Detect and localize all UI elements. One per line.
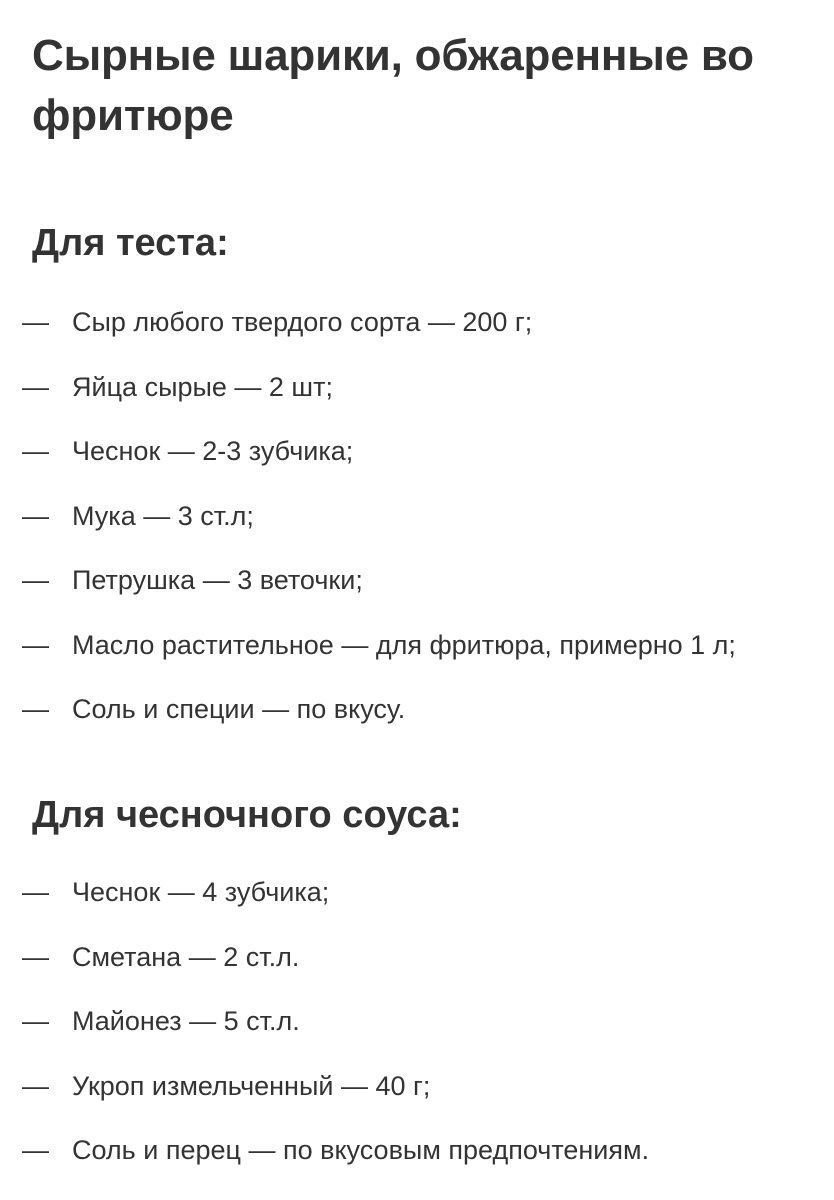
ingredient-text: Масло растительное — для фритюра, примерно 1 л;: [72, 629, 736, 660]
ingredient-text: Майонез — 5 ст.л.: [72, 1006, 300, 1036]
list-item: [0, 1128, 834, 1193]
section-heading-sauce: Для чесночного соуса:: [32, 794, 462, 836]
list-item: [0, 935, 834, 1000]
list-dash: —: [22, 629, 49, 660]
ingredient-text: Укроп измельченный — 40 г;: [72, 1070, 431, 1101]
list-item: [0, 300, 834, 365]
list-dash: —: [22, 371, 49, 402]
ingredient-text: Мука — 3 ст.л;: [72, 500, 254, 531]
list-dash: —: [22, 307, 49, 337]
ingredient-text: Чеснок — 2-3 зубчика;: [72, 436, 354, 466]
list-dash: —: [22, 877, 49, 907]
list-item: [0, 494, 834, 559]
list-dash: —: [22, 500, 49, 531]
ingredient-text: Соль и специи — по вкусу.: [72, 694, 406, 724]
ingredient-text: Сыр любого твердого сорта — 200 г;: [72, 307, 533, 337]
list-dash: —: [22, 1135, 49, 1165]
recipe-title: Сырные шарики, обжаренные во фритюре: [32, 31, 754, 140]
ingredient-text: Сметана — 2 ст.л.: [72, 941, 300, 972]
list-dash: —: [22, 694, 49, 724]
ingredient-text: Петрушка — 3 веточки;: [72, 565, 363, 595]
list-item: [0, 1064, 834, 1129]
list-dash: —: [22, 1006, 49, 1036]
ingredient-list-dough: [0, 300, 834, 752]
ingredient-text: Яйца сырые — 2 шт;: [72, 371, 333, 402]
ingredient-list-sauce: [0, 870, 834, 1193]
list-item: [0, 558, 834, 623]
section-heading-dough: Для теста:: [32, 222, 229, 264]
list-item: [0, 687, 834, 752]
list-dash: —: [22, 1070, 49, 1101]
list-item: [0, 623, 834, 688]
list-dash: —: [22, 565, 49, 595]
list-item: [0, 365, 834, 430]
list-dash: —: [22, 436, 49, 466]
list-item: [0, 429, 834, 494]
ingredient-text: Соль и перец — по вкусовым предпочтениям.: [72, 1135, 650, 1165]
list-item: [0, 999, 834, 1064]
ingredient-text: Чеснок — 4 зубчика;: [72, 877, 330, 907]
list-item: [0, 870, 834, 935]
list-dash: —: [22, 941, 49, 972]
